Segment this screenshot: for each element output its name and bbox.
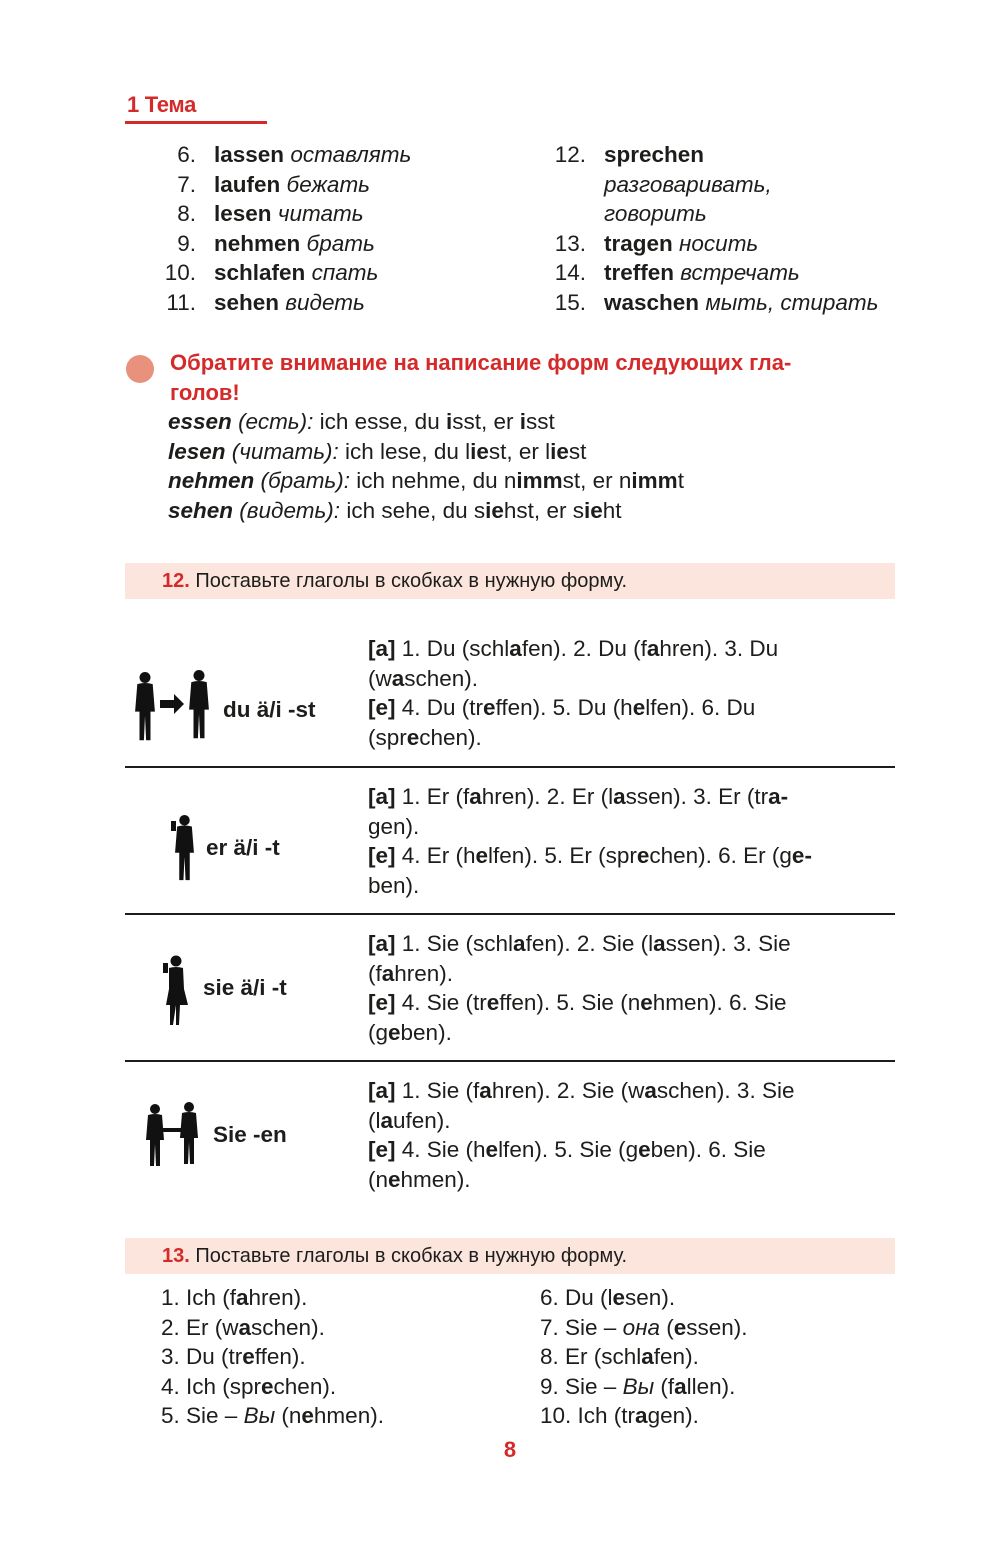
exercise-12-row [125, 915, 895, 1062]
verb-form-row: sehen (видеть): ich sehe, du siehst, er sieht [168, 497, 622, 523]
task-line: [a] 1. Du (schlafen). 2. Du (fahren). 3. Du [368, 636, 779, 661]
vocab-item [160, 199, 540, 229]
emphasis: imm [516, 468, 563, 494]
emphasis: [a] [368, 636, 396, 661]
exercise-13-item: 4. Ich (sprechen). [161, 1373, 337, 1399]
exercise-12-table [125, 620, 895, 1202]
emphasis: ie [470, 438, 489, 464]
task-line: [a] 1. Er (fahren). 2. Er (lassen). 3. Er (tra- [368, 784, 789, 809]
emphasis: a [236, 1285, 249, 1310]
task-line: (fahren). [368, 960, 454, 986]
vocab-german: tragen [604, 230, 673, 256]
exercise-12-header [125, 563, 895, 599]
vocab-item [160, 170, 540, 200]
emphasis: e [612, 1285, 626, 1310]
vocab-russian: носить [679, 230, 759, 256]
vocab-russian: брать [306, 230, 375, 256]
emphasis: a [674, 1373, 687, 1399]
task-line: [e] 4. Sie (treffen). 5. Sie (nehmen). 6. Sie [368, 990, 787, 1016]
emphasis: e [483, 695, 496, 721]
vocab-number: 12. [554, 142, 586, 167]
emphasis: e [486, 990, 500, 1016]
italic-text: она [622, 1314, 660, 1340]
exercise-12-tasks [368, 768, 895, 916]
task-line: [a] 1. Sie (schlafen). 2. Sie (lassen). 3. Sie [368, 931, 791, 956]
emphasis: i [519, 409, 527, 434]
man-phone-icon [169, 813, 203, 888]
vocab-item [160, 288, 540, 318]
vocab-russian: оставлять [290, 142, 412, 167]
verb-infinitive: lesen [168, 438, 226, 464]
vocab-russian: видеть [285, 289, 365, 315]
emphasis: a [646, 636, 660, 661]
exercise-13-item: 1. Ich (fahren). [161, 1285, 308, 1310]
exercise-instruction: Поставьте глаголы в скобках в нужную форму. [195, 570, 628, 592]
notice-heading [170, 348, 900, 407]
emphasis: e [406, 724, 420, 750]
emphasis: a [469, 784, 482, 809]
exercise-13-header [125, 1238, 895, 1274]
exercise-instruction: Поставьте глаголы в скобках в нужную форму. [195, 1245, 628, 1267]
emphasis: a [479, 1078, 492, 1103]
emphasis: a [613, 784, 626, 809]
task-line: ben). [368, 872, 420, 898]
exercise-13-item: 5. Sie – Вы (nehmen). [161, 1403, 384, 1429]
vocab-number: 15. [554, 289, 586, 315]
italic-text: Вы [622, 1373, 655, 1399]
vocab-russian: читать [277, 201, 364, 227]
exercise-number: 12. [162, 570, 190, 592]
task-line: [e] 4. Du (treffen). 5. Du (helfen). 6. Du [368, 695, 756, 721]
emphasis: e [638, 1137, 651, 1163]
vocab-item [553, 170, 953, 200]
exercise-13-item: 7. Sie – она (essen). [540, 1314, 748, 1340]
exercise-12-row [125, 768, 895, 915]
emphasis: a [653, 931, 666, 956]
vocab-number: 9. [177, 230, 196, 256]
emphasis: a [238, 1314, 252, 1340]
emphasis: [e] [368, 1137, 396, 1163]
emphasis: a [391, 665, 405, 691]
task-line: (sprechen). [368, 724, 482, 750]
notice-bullet-icon [126, 355, 154, 383]
topic-heading: 1 Тема [127, 92, 197, 117]
vocab-item [160, 258, 540, 288]
vocab-item [160, 140, 540, 170]
vocab-german: lassen [214, 142, 285, 167]
vocab-russian: спать [311, 260, 379, 286]
task-line: (geben). [368, 1019, 452, 1045]
verb-translation: (брать): [254, 468, 351, 494]
vocab-item [553, 229, 953, 259]
emphasis: e [791, 843, 805, 869]
emphasis: a [380, 1107, 394, 1133]
task-line: gen). [368, 813, 420, 839]
emphasis: a [509, 636, 522, 661]
emphasis: e [475, 843, 489, 869]
vocab-number: 10. [164, 260, 196, 286]
emphasis: - [780, 784, 789, 809]
emphasis: e [632, 695, 646, 721]
task-line: (laufen). [368, 1107, 451, 1133]
vocab-german: waschen [604, 289, 700, 315]
emphasis: e [388, 1019, 401, 1045]
exercise-12-row-label [125, 1062, 365, 1202]
emphasis: [e] [368, 990, 396, 1016]
vocab-number: 11. [166, 289, 196, 315]
exercise-13-item: 9. Sie – Вы (fallen). [540, 1373, 736, 1399]
emphasis: a [513, 931, 526, 956]
verb-ending: sie ä/i -t [203, 975, 287, 1000]
emphasis: e [636, 843, 650, 869]
exercise-12-row [125, 620, 895, 768]
exercise-12-row-label [125, 620, 365, 766]
emphasis: a [635, 1403, 648, 1429]
verb-infinitive: essen [168, 409, 232, 434]
exercise-12-row-label [125, 768, 365, 913]
exercise-13-list-left [161, 1283, 384, 1431]
verb-infinitive: nehmen [168, 468, 255, 494]
italic-text: Вы [243, 1403, 276, 1429]
exercise-12-row [125, 1062, 895, 1202]
vocab-number: 14. [554, 260, 586, 286]
emphasis: e [673, 1314, 687, 1340]
vocab-number: 8. [177, 201, 196, 227]
exercise-number: 13. [162, 1245, 190, 1267]
vocab-list-right [553, 140, 953, 318]
vocab-number: 7. [177, 171, 196, 197]
emphasis: imm [631, 468, 678, 494]
emphasis: a [381, 960, 395, 986]
vocab-russian: встречать [680, 260, 800, 286]
emphasis: a [641, 1344, 654, 1370]
two-men-arrow-icon [130, 666, 220, 751]
page-number: 8 [503, 1437, 517, 1462]
verb-ending: er ä/i -t [206, 835, 280, 860]
vocab-russian: мыть, стирать [705, 289, 879, 315]
emphasis: a [768, 784, 781, 809]
vocab-number: 13. [554, 230, 586, 256]
emphasis: [e] [368, 695, 396, 721]
exercise-13-item: 8. Er (schlafen). [540, 1344, 699, 1370]
verb-forms-list [168, 407, 684, 525]
emphasis: [a] [368, 1078, 396, 1103]
vocab-german: sprechen [604, 142, 705, 167]
exercise-13-item: 6. Du (lesen). [540, 1285, 676, 1310]
vocab-german: schlafen [214, 260, 306, 286]
vocab-german: laufen [214, 171, 281, 197]
emphasis: e [485, 1137, 499, 1163]
exercise-13-item: 2. Er (waschen). [161, 1314, 325, 1340]
exercise-12-tasks [368, 1062, 895, 1210]
exercise-12-tasks [368, 915, 895, 1063]
emphasis: i [445, 409, 453, 434]
task-line: [e] 4. Er (helfen). 5. Er (sprechen). 6. Er (ge- [368, 843, 812, 869]
emphasis: ie [583, 497, 603, 523]
task-line: (waschen). [368, 665, 479, 691]
exercise-13-item: 3. Du (treffen). [161, 1344, 306, 1370]
verb-form-row: lesen (читать): ich lese, du liest, er liest [168, 438, 587, 464]
vocab-item [553, 288, 953, 318]
vocab-item [553, 199, 953, 229]
emphasis: ie [485, 497, 504, 523]
woman-phone-icon [160, 955, 196, 1032]
vocab-german: nehmen [214, 230, 301, 256]
notice-heading-line: голов! [170, 379, 240, 405]
emphasis: ie [550, 438, 569, 464]
vocab-german: sehen [214, 289, 280, 315]
emphasis: [e] [368, 843, 396, 869]
vocab-list-left [160, 140, 540, 318]
topic-underline [125, 121, 267, 124]
emphasis: - [804, 843, 812, 869]
notice-heading-line: Обратите внимание на написание форм следующих гла- [170, 350, 792, 375]
exercise-13-list-right [540, 1283, 748, 1431]
emphasis: e [242, 1344, 255, 1370]
handshake-icon [143, 1100, 203, 1175]
verb-translation: (видеть): [233, 497, 341, 523]
task-line: [e] 4. Sie (helfen). 5. Sie (geben). 6. Sie [368, 1137, 766, 1163]
vocab-german: treffen [604, 260, 675, 286]
task-line: (nehmen). [368, 1166, 471, 1192]
verb-ending: Sie -en [213, 1122, 287, 1147]
emphasis: e [640, 990, 653, 1016]
vocab-item [160, 229, 540, 259]
exercise-13-item: 10. Ich (tragen). [540, 1403, 699, 1429]
vocab-item [553, 140, 953, 170]
vocab-russian: говорить [604, 201, 707, 227]
vocab-russian: разговаривать, [604, 171, 772, 197]
verb-translation: (читать): [225, 438, 339, 464]
vocab-german: lesen [214, 201, 272, 227]
verb-form-row: nehmen (брать): ich nehme, du nimmst, er nimmt [168, 468, 684, 494]
emphasis: e [261, 1373, 274, 1399]
vocab-number: 6. [177, 142, 196, 167]
task-line: [a] 1. Sie (fahren). 2. Sie (waschen). 3. Sie [368, 1078, 795, 1103]
verb-translation: (есть): [231, 409, 314, 434]
emphasis: [a] [368, 931, 396, 956]
emphasis: e [301, 1403, 314, 1429]
verb-ending: du ä/i -st [223, 697, 316, 722]
emphasis: [a] [368, 784, 396, 809]
emphasis: a [644, 1078, 657, 1103]
verb-infinitive: sehen [168, 497, 234, 523]
exercise-12-tasks [368, 620, 895, 768]
exercise-12-row-label [125, 915, 365, 1060]
vocab-item [553, 258, 953, 288]
vocab-russian: бежать [286, 171, 371, 197]
verb-form-row: essen (есть): ich esse, du isst, er isst [168, 409, 555, 434]
emphasis: e [388, 1166, 401, 1192]
